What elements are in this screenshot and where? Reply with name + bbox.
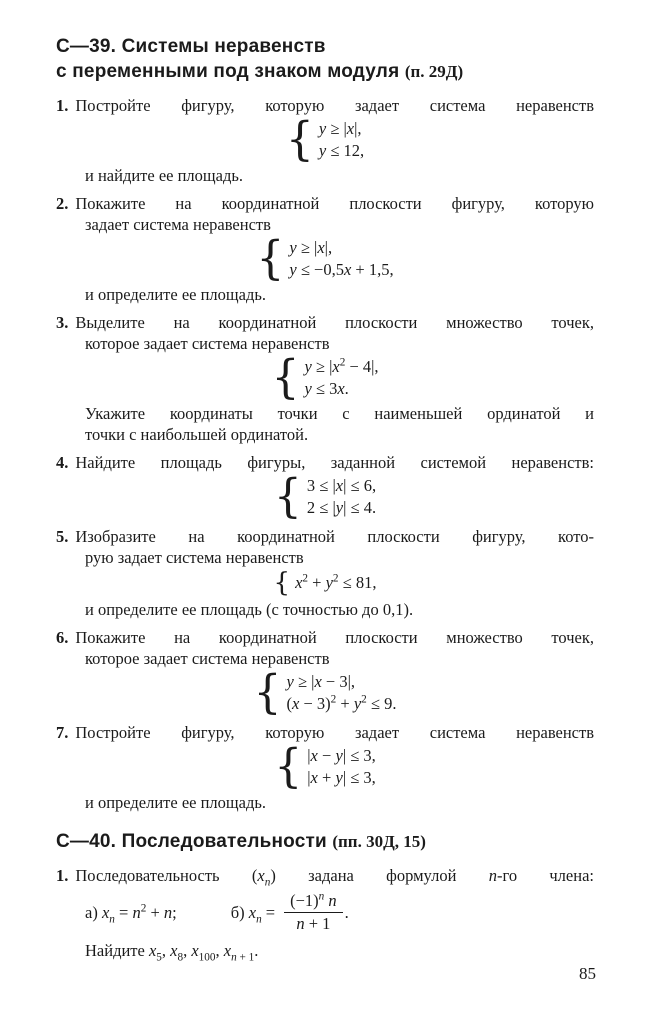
problem-outro: точки с наибольшей ординатой. (85, 425, 309, 444)
problem-text-line: которое задает система неравенств (85, 334, 330, 353)
inequality-system (56, 350, 594, 404)
inequality-system (56, 570, 594, 596)
inequality: $(x - 3)^2 + y^2 \le 9$. (286, 693, 397, 713)
section-paragraph-ref: (п. 29Д) (404, 62, 464, 81)
problem-number: 2. (56, 194, 69, 213)
inequality: |x − y| ≤ 3, (307, 746, 376, 765)
problem-item-2 (56, 193, 594, 305)
problem-first-line (56, 193, 594, 214)
problem-outro: Укажите координаты точки с наименьшей ординатой и (85, 404, 594, 423)
problem-number: 3. (56, 313, 69, 332)
problem-first-line (56, 312, 594, 333)
inequality-system (56, 112, 594, 166)
inequality-system (56, 739, 594, 793)
section-paragraph-ref: (пп. 30Д, 15) (332, 832, 426, 851)
section-title-text: С—40. Последовательности (56, 831, 327, 852)
problem-text: Покажите на координатной плоскости множество точек, (75, 628, 594, 647)
problem-first-line (56, 452, 594, 473)
system-lines (304, 356, 378, 400)
inequality-system (56, 665, 594, 719)
problem-text-line: которое задает система неравенств (85, 649, 330, 668)
problem-item-4 (56, 452, 594, 523)
inequality: y ≤ 3x. (304, 379, 349, 398)
problem-number: 7. (56, 723, 69, 742)
left-brace-icon: { (273, 568, 291, 598)
section-title-c39 (56, 34, 594, 84)
problem-item-7 (56, 722, 594, 813)
problem-text: Постройте фигуру, которую задает система неравенств (75, 723, 594, 742)
inequality-system (56, 469, 594, 523)
fraction-denominator: n + 1 (296, 914, 331, 933)
inequality: 3 ≤ |x| ≤ 6, (306, 476, 377, 495)
fraction-numerator: $(-1)^n$ n (284, 891, 343, 913)
problem-text-line: рую задает система неравенств (85, 548, 304, 567)
inequality: 2 ≤ |y| ≤ 4. (306, 498, 377, 517)
system-lines (289, 237, 393, 281)
section-title-line1: С—39. Системы неравенств (56, 36, 326, 57)
problem-text: Постройте фигуру, которую задает система неравенств (75, 96, 594, 115)
inequality: $y \ge |x^2 - 4|$, (304, 356, 379, 376)
page-number: 85 (579, 964, 596, 983)
system-lines (319, 118, 364, 162)
left-brace-icon: { (274, 739, 303, 793)
problem-number: 1. (56, 96, 69, 115)
problem-first-line (56, 627, 594, 648)
inequality-system (56, 231, 594, 285)
problem-item-5 (56, 526, 594, 620)
problem-first-line (56, 865, 594, 889)
problem-text: Последовательность $(x_n)$ задана формулой n-го члена: (75, 866, 594, 889)
problem-first-line (56, 722, 594, 743)
formula-row (56, 890, 594, 934)
inequality: y ≥ |x|, (289, 238, 333, 257)
inequality: y ≤ 12, (318, 141, 365, 160)
formula-a: а) $x_n = n^2 + n$; (85, 902, 177, 925)
problem-outro: и найдите ее площадь. (85, 166, 243, 185)
problem-text: Покажите на координатной плоскости фигуру, которую (75, 194, 594, 213)
problem-item-3 (56, 312, 594, 445)
problem-text: Найдите площадь фигуры, заданной системой неравенств: (75, 453, 594, 472)
system-lines (295, 572, 376, 594)
fraction (284, 891, 343, 933)
left-brace-icon: { (271, 350, 300, 404)
problem-number: 1. (56, 866, 69, 885)
problem-text-line: задает система неравенств (85, 215, 271, 234)
problem-number: 5. (56, 527, 69, 546)
problem-first-line (56, 526, 594, 547)
system-lines (307, 475, 376, 519)
section-title-line2: с переменными под знаком модуля (п. 29Д) (56, 61, 464, 82)
problem-number: 4. (56, 453, 69, 472)
problem-outro: и определите ее площадь. (85, 285, 266, 304)
inequality: y ≥ |x|, (318, 119, 362, 138)
problem-first-line (56, 95, 594, 116)
problem-item-6 (56, 627, 594, 719)
problem-item-1 (56, 95, 594, 186)
formula-b (231, 891, 349, 933)
left-brace-icon: { (256, 231, 285, 285)
problem-outro: и определите ее площадь (с точностью до 0,1). (85, 600, 414, 619)
problem-outro: Найдите $x_5$, $x_8$, $x_{100}$, $x_{n + 1}$. (85, 941, 259, 964)
problem-outro: и определите ее площадь. (85, 793, 266, 812)
left-brace-icon: { (285, 112, 314, 166)
system-lines (287, 671, 397, 715)
problem-text: Изобразите на координатной плоскости фигуру, кото- (75, 527, 594, 546)
problem-number: 6. (56, 628, 69, 647)
problem-text: Выделите на координатной плоскости множество точек, (75, 313, 594, 332)
inequality: y ≤ −0,5x + 1,5, (289, 260, 394, 279)
section-title-c40 (56, 829, 594, 854)
system-lines (307, 745, 376, 789)
formula-b-lead: б) $x_n$ = (230, 902, 276, 925)
problem-item-c40-1 (56, 865, 594, 964)
left-brace-icon: { (253, 665, 282, 719)
inequality: $x^2 + y^2 \le 81$, (295, 572, 377, 592)
left-brace-icon: { (273, 469, 302, 523)
inequality: |x + y| ≤ 3, (307, 768, 376, 787)
formula-b-period: . (344, 902, 349, 922)
inequality: y ≥ |x − 3|, (286, 672, 356, 691)
